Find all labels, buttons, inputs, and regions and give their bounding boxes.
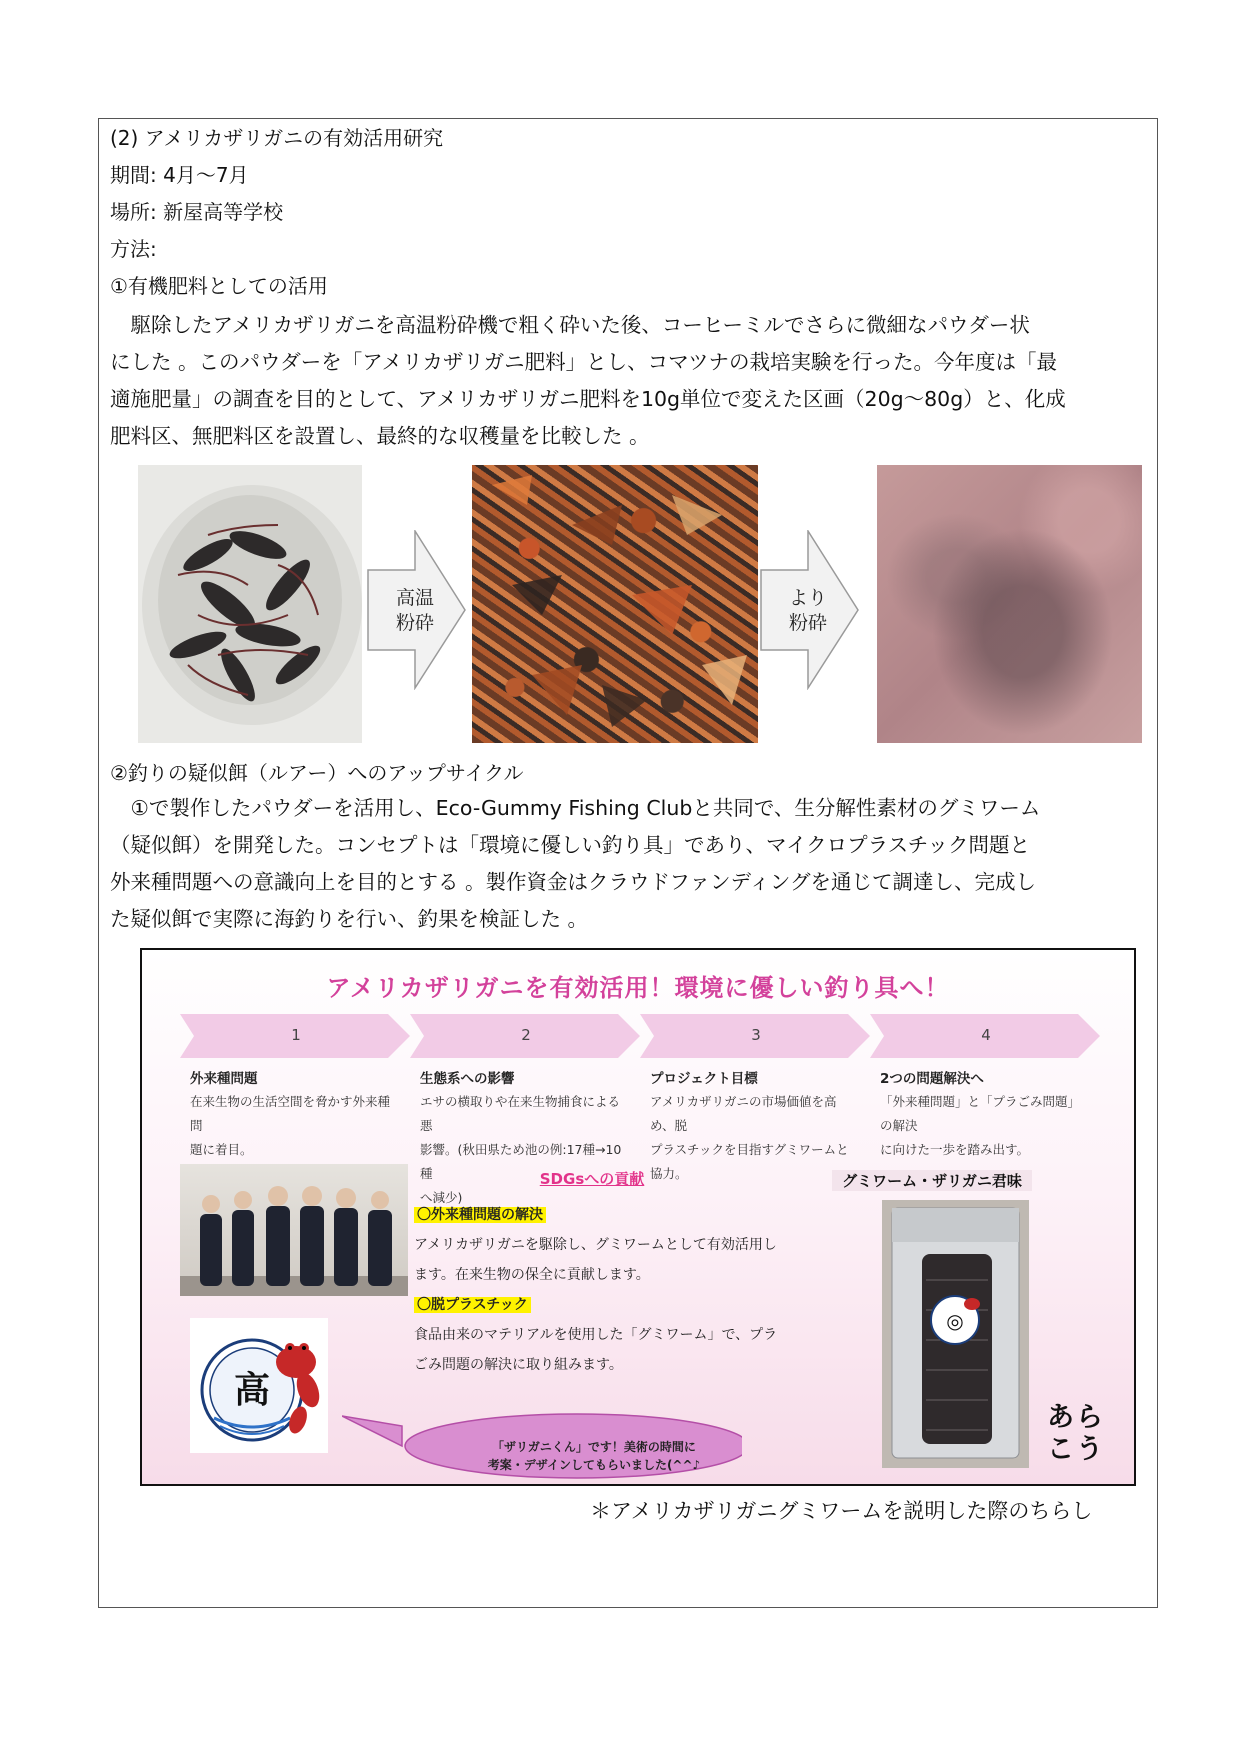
arrow-high-temp-crush xyxy=(367,530,467,690)
part1-line-3: 適施肥量」の調査を目的として、アメリカザリガニ肥料を10g単位で変えた区画（20g～80g）と、化成 xyxy=(110,387,1066,411)
sdgs-title: SDGsへの貢献 xyxy=(539,1170,645,1188)
school-logo xyxy=(190,1318,328,1453)
method-line: 方法: xyxy=(110,237,157,261)
step-2-text-3: へ減少) xyxy=(420,1190,463,1205)
step-1-text-1: 在来生物の生活空間を脅かす外来種問 xyxy=(190,1094,391,1133)
step-2-heading: 生態系への影響 xyxy=(420,1071,515,1087)
arrow-further-crush xyxy=(760,530,860,690)
logo-char: 高 xyxy=(233,1369,270,1411)
part1-heading: ①有機肥料としての活用 xyxy=(110,274,328,298)
step-1-number: 1 xyxy=(291,1026,301,1044)
arrow1-label-line1: 高温 xyxy=(395,587,434,609)
step-4-heading: 2つの問題解決へ xyxy=(880,1071,984,1087)
arrow2-label-line2: 粉砕 xyxy=(788,612,827,634)
brand-logo xyxy=(1047,1402,1105,1466)
coarse-crushed-photo xyxy=(472,465,758,743)
part2-line-3: 外来種問題への意識向上を目的とする 。製作資金はクラウドファンディングを通じて調達し、完成し xyxy=(110,870,1036,894)
step-2-text-1: エサの横取りや在来生物捕食による悪 xyxy=(420,1094,621,1133)
brand-line-2: こう xyxy=(1047,1434,1105,1465)
step-1-heading: 外来種問題 xyxy=(190,1071,258,1087)
step-2 xyxy=(410,1014,642,1058)
flyer-title: アメリカザリガニを有効活用！環境に優しい釣り具へ！ xyxy=(326,974,950,1002)
gummy-title: グミワーム・ザリガニ君味 xyxy=(832,1170,1032,1191)
step-3-text-1: アメリカザリガニの市場価値を高め、脱 xyxy=(650,1094,837,1133)
group-photo xyxy=(180,1164,408,1296)
step-2-number: 2 xyxy=(521,1026,531,1044)
part1-paragraph xyxy=(110,307,1146,455)
part2-line-4: た疑似餌で実際に海釣りを行い、釣果を検証した 。 xyxy=(110,907,589,931)
brand-line-1: あら xyxy=(1047,1402,1105,1433)
step-1 xyxy=(180,1014,412,1058)
sdgs-item-2-text-2: ごみ問題の解決に取り組みます。 xyxy=(414,1357,623,1373)
part2-line-2: （疑似餌）を開発した。コンセプトは「環境に優しい釣り具」であり、マイクロプラスチック問題と xyxy=(110,833,1031,857)
gummy-package-illustration xyxy=(882,1200,1029,1468)
arrow1-label-line2: 粉砕 xyxy=(395,612,434,634)
place-line: 場所: 新屋高等学校 xyxy=(110,200,284,224)
flyer xyxy=(140,948,1136,1486)
fine-powder-photo xyxy=(877,465,1142,743)
sdgs-item-1-text-1: アメリカザリガニを駆除し、グミワームとして有効活用し xyxy=(414,1237,777,1253)
sdgs-content xyxy=(414,1200,794,1380)
gummy-package-photo xyxy=(882,1200,1029,1468)
step-1-text-2: 題に着目。 xyxy=(190,1142,253,1157)
speech-bubble-text xyxy=(444,1438,744,1474)
step-4-text-1: 「外来種問題」と「プラごみ問題」の解決 xyxy=(880,1094,1081,1133)
arrow2-label-line1: より xyxy=(788,587,827,609)
part1-line-4: 肥料区、無肥料区を設置し、最終的な収穫量を比較した 。 xyxy=(110,424,650,448)
period-line: 期間: 4月～7月 xyxy=(110,163,249,187)
step-4-text-2: に向けた一歩を踏み出す。 xyxy=(880,1142,1030,1157)
svg-text:◎: ◎ xyxy=(946,1309,964,1333)
part1-line-1: 駆除したアメリカザリガニを高温粉砕機で粗く砕いた後、コーヒーミルでさらに微細なパウダー状 xyxy=(110,313,1030,337)
step-3 xyxy=(640,1014,872,1058)
step-4-caption xyxy=(880,1068,1090,1162)
sdgs-item-2-text-1: 食品由来のマテリアルを使用した「グミワーム」で、プラ xyxy=(414,1327,778,1343)
step-3-heading: プロジェクト目標 xyxy=(650,1071,758,1087)
step-3-text-2: プラスチックを目指すグミワームと協力。 xyxy=(650,1142,849,1181)
step-1-caption xyxy=(190,1068,400,1162)
sdgs-item-1-text-2: ます。在来生物の保全に貢献します。 xyxy=(414,1267,650,1283)
step-3-number: 3 xyxy=(751,1026,761,1044)
part2-paragraph xyxy=(110,790,1146,938)
section-heading: (2) アメリカザリガニの有効活用研究 xyxy=(110,126,444,150)
part1-line-2: にした 。このパウダーを「アメリカザリガニ肥料」とし、コマツナの栽培実験を行った。今年度は「最 xyxy=(110,350,1058,374)
crayfish-bucket-illustration xyxy=(138,465,362,743)
step-2-text-2: 影響。(秋田県ため池の例:17種→10種 xyxy=(420,1142,622,1181)
step-4 xyxy=(870,1014,1102,1058)
sdgs-item-1-label: 〇外来種問題の解決 xyxy=(414,1207,546,1223)
part2-line-1: ①で製作したパウダーを活用し、Eco-Gummy Fishing Clubと共同で、生分解性素材のグミワーム xyxy=(110,796,1041,820)
sdgs-item-2-label: 〇脱プラスチック xyxy=(414,1297,531,1313)
step-3-caption xyxy=(650,1068,860,1186)
bubble-line-1: 「ザリガニくん」です！美術の時間に xyxy=(492,1440,696,1454)
crayfish-bucket-photo xyxy=(138,465,362,743)
bubble-line-2: 考案・デザインしてもらいました(^^♪ xyxy=(487,1458,701,1472)
flyer-caption: ＊アメリカザリガニグミワームを説明した際のちらし xyxy=(590,1499,1093,1523)
group-photo-people xyxy=(180,1164,408,1296)
part2-heading: ②釣りの疑似餌（ルアー）へのアップサイクル xyxy=(110,761,524,785)
crushed-shell-fragments xyxy=(472,465,758,743)
step-4-number: 4 xyxy=(981,1026,991,1044)
